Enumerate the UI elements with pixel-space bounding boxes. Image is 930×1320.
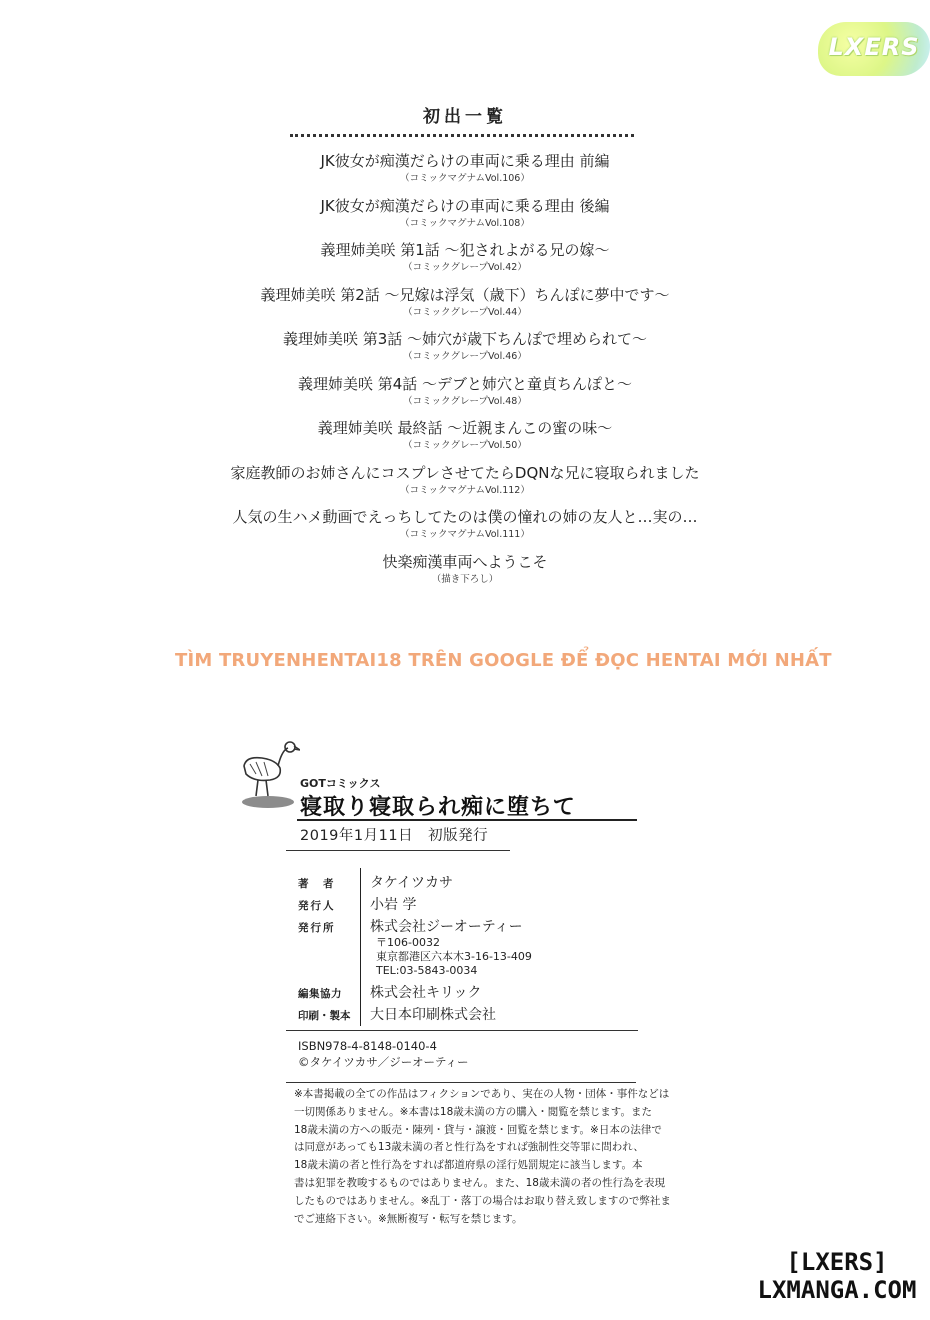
credit-value: 株式会社ジーオーティー	[370, 919, 523, 935]
legal-notice	[294, 1086, 671, 1228]
list-item	[140, 195, 790, 240]
entry-source: （コミックマグナムVol.106）	[400, 173, 530, 184]
notice-line: でご連絡下さい。※無断複写・転写を禁じます。	[294, 1212, 523, 1225]
list-item	[140, 239, 790, 284]
entry-source: （コミックマグナムVol.112）	[400, 484, 530, 496]
entry-source: （コミックグレープVol.50）	[403, 440, 527, 451]
entry-source: （コミックマグナムVol.108）	[400, 217, 530, 229]
credit-label: 著 者	[298, 878, 336, 890]
title-divider	[297, 819, 637, 821]
credit-label: 発行人	[298, 900, 336, 912]
list-item	[140, 506, 790, 551]
credits-vertical-rule	[360, 868, 361, 1026]
entry-title: 義理姉美咲 第2話 ～兄嫁は浮気（歳下）ちんぽに夢中です～	[260, 285, 670, 304]
entry-title: JK彼女が痴漢だらけの車両に乗る理由 後編	[320, 196, 610, 215]
list-item	[140, 328, 790, 373]
phone-number: TEL:03-5843-0034	[376, 964, 478, 977]
postal-code: 〒106-0032	[376, 936, 440, 949]
copyright: ©タケイツカサ／ジーオーティー	[298, 1055, 469, 1069]
notice-line: は同意があっても13歳未満の者と性行為をすれば強制性交等罪に問われ、	[294, 1141, 644, 1154]
credit-label: 印刷・製本	[298, 1010, 351, 1022]
entry-source: （コミックマグナムVol.111）	[400, 529, 530, 540]
first-appearance-list	[140, 150, 790, 595]
lxers-logo	[818, 18, 930, 76]
credit-label: 編集協力	[298, 988, 342, 1000]
notice-line: 書は犯罪を教唆するものではありません。また、18歳未満の者の性行為を表現	[294, 1176, 665, 1189]
notice-line: 18歳未満の者と性行為をすれば都道府県の淫行処罰規定に該当します。本	[294, 1159, 643, 1172]
credit-label: 発行所	[298, 922, 336, 934]
date-divider	[286, 850, 510, 851]
site-watermark-url: LXMANGA.COM	[757, 1276, 917, 1304]
lxers-logo-text: LXERS	[828, 33, 920, 61]
credit-value: 小岩 学	[370, 897, 417, 913]
entry-title: 義理姉美咲 第4話 ～デブと姉穴と童貞ちんぽと～	[297, 374, 633, 393]
list-item	[140, 551, 790, 596]
bird-mascot-icon	[236, 738, 300, 810]
site-watermark	[744, 1248, 930, 1304]
entry-title: 家庭教師のお姉さんにコスプレさせてたらDQNな兄に寝取られました	[230, 463, 700, 482]
publisher-address	[376, 936, 532, 978]
publication-date: 2019年1月11日 初版発行	[300, 828, 489, 844]
notice-line: したものではありません。※乱丁・落丁の場合はお取り替え致しますので弊社ま	[294, 1194, 671, 1207]
entry-title: 人気の生ハメ動画でえっちしてたのは僕の憧れの姉の友人と…実の…	[232, 508, 698, 526]
entry-source: （コミックグレープVol.44）	[403, 306, 527, 318]
entry-title: 義理姉美咲 最終話 ～近親まんこの蜜の味～	[317, 419, 613, 437]
book-title: 寝取り寝取られ痴に堕ちて	[300, 795, 576, 820]
credits-divider	[286, 1030, 638, 1031]
list-item	[140, 462, 790, 507]
entry-title: JK彼女が痴漢だらけの車両に乗る理由 前編	[320, 152, 610, 170]
street-address: 東京都港区六本木3-16-13-409	[376, 950, 532, 963]
credit-value: 株式会社キリック	[370, 985, 482, 1001]
entry-source: （コミックグレープVol.46）	[403, 351, 527, 362]
notice-divider	[286, 1082, 636, 1083]
entry-source: （コミックグレープVol.48）	[403, 395, 527, 407]
list-item	[140, 373, 790, 418]
notice-line: ※本書掲載の全ての作品はフィクションであり、実在の人物・団体・事件などは	[294, 1088, 670, 1100]
site-watermark-brand: [LXERS]	[786, 1248, 888, 1276]
dotted-divider	[290, 134, 634, 137]
credit-value: タケイツカサ	[370, 875, 454, 891]
promo-watermark: TÌM TRUYENHENTAI18 TRÊN GOOGLE ĐỂ ĐỌC HENTAI MỚI NHẤT	[175, 650, 832, 671]
imprint-label: GOTコミックス	[300, 777, 381, 790]
first-appearance-title: 初出一覧	[423, 107, 507, 127]
entry-source: （描き下ろし）	[431, 573, 499, 585]
notice-line: 18歳未満の方への販売・陳列・貸与・譲渡・回覧を禁じます。※日本の法律で	[294, 1123, 662, 1136]
list-item	[140, 284, 790, 329]
list-item	[140, 150, 790, 195]
credit-value: 大日本印刷株式会社	[370, 1007, 496, 1023]
entry-title: 快楽痴漢車両へようこそ	[382, 552, 548, 571]
entry-source: （コミックグレープVol.42）	[403, 262, 527, 273]
isbn-block	[298, 1038, 469, 1070]
entry-title: 義理姉美咲 第3話 ～姉穴が歳下ちんぽで埋められて～	[282, 330, 648, 348]
list-item	[140, 417, 790, 462]
entry-title: 義理姉美咲 第1話 ～犯されよがる兄の嫁～	[320, 241, 610, 259]
notice-line: 一切関係ありません。※本書は18歳未満の方の購入・閲覧を禁じます。また	[294, 1105, 652, 1118]
isbn: ISBN978-4-8148-0140-4	[298, 1039, 437, 1053]
